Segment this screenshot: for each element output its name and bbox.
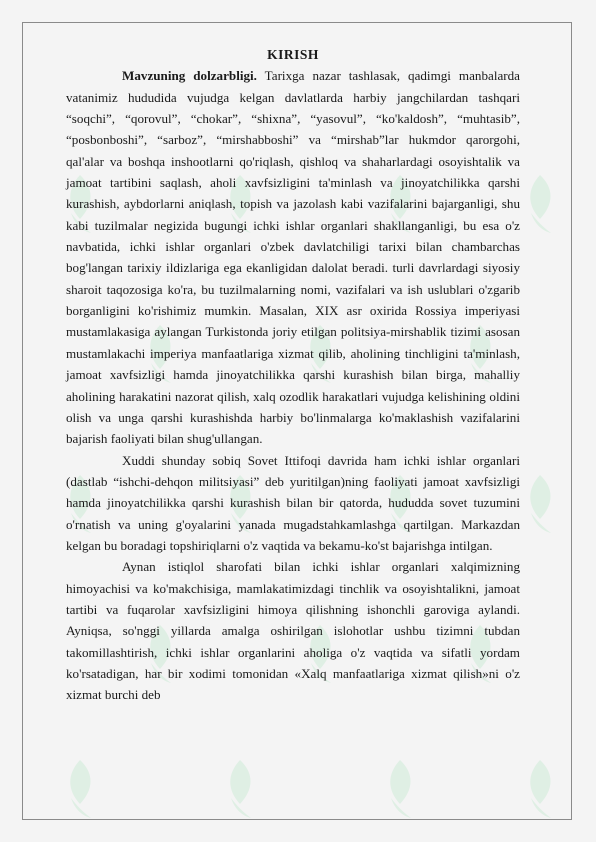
paragraph-lead: Mavzuning dolzarbligi. [122, 68, 257, 84]
document-body [66, 44, 520, 706]
paragraph-soviet-period [66, 450, 520, 557]
leaf-watermark-icon [63, 758, 97, 820]
page-title: KIRISH [267, 47, 319, 62]
paragraph-text: Xuddi shunday sobiq Sovet Ittifoqi davrida ham ichki ishlar organlari (dastlab “ishchi-dehqon militsiyasi” deb yuritilgan)ning faoliyati jamoat xavfsizligi hamda jinoyatchilikka qarshi kurashish bilan bir qatorda, hududda sovet tuzumini o'rnatish va uning g'oyalarini yanada mugadstahkamlashga qartilgan. Markazdan kelgan bu boradagi topshiriqlarni o'z vaqtida va bekamu-ko'st bajarishga intilgan. [66, 452, 520, 553]
paragraph-text: Aynan istiqlol sharofati bilan ichki ishlar organlari xalqimizning himoyachisi va ko'makchisiga, mamlakatimizdagi tinchlik va osoyishtalikni, jamoat tartibi va fuqarolar xavfsizligini himoya qilishning ishonchli garoviga aylandi. Ayniqsa, so'nggi yillarda amalga oshirilgan islohotlar ushbu tizimni tubdan takomillashtirish, ichki ishlar organlarini aholiga o'z vaqtida va sifatli yordam ko'rsatadigan, har bir xodimi tomonidan «Xalq manfaatlariga xizmat qilish»ni o'z xizmat burchi deb [66, 559, 520, 703]
leaf-watermark-icon [523, 173, 557, 235]
leaf-watermark-icon [523, 473, 557, 535]
leaf-watermark-icon [523, 758, 557, 820]
paragraph-text: Tarixga nazar tashlasak, qadimgi manbalarda vatanimiz hududida vujudga kelgan davlatlarda harbiy jangchilardan tashqari “soqchi”, “qorovul”, “chokar”, “shixna”, “yasovul”, “ko'kaldosh”, “muhtasib”, “posbonboshi”, “sarboz”, “mirshabboshi” va “mirshab”lar hukmdor qarorgohi, qal'alar va boshqa inshootlarni qo'riqlash, qishloq va shaharlardagi osoyishtalik va jamoat tartibini saqlash, aholi xavfsizligini ta'minlash va jinoyatchilikka qarshi kurashish, aybdorlarni aniqlash, topish va jazolash kabi vazifalarini bajarganligi, shu kabi tuzilmalar negizida bugungi ichki ishlar organlari shakllanganligi, bu esa o'z navbatida, ichki ishlar organlari o'zbek davlatchiligi tarixi bilan chambarchas bog'langan tarixiy ildizlariga ega ekanligidan dalolat beradi. turli davrlardagi siyosiy sharoit taqozosiga ko'ra, bu tuzilmalarning nomi, vazifalari va ish uslublari o'zgarib borganligini ko'rishimiz mumkin. Masalan, XIX asr oxirida Rossiya imperiyasi mustamlakasiga aylangan Turkistonda joriy etilgan politsiya-mirshablik tizimi asosan mustamlakachi imperiya manfaatlariga xizmat qilib, aholining tinchligini ta'minlash, jamoat xavfsizligi hamda jinoyatchilikka qarshi kurashish bilan birga, mahalliy aholining harakatini nazorat qilish, xalq ozodlik harakatlari vujudga kelishining oldini olish va unga qarshi kurashishda harbiy bo'linmalarga ko'maklashish vazifalarini bajarish faoliyati bilan shug'ullangan. [66, 68, 520, 447]
paragraph-relevance [66, 65, 520, 449]
paragraph-independence [66, 556, 520, 705]
leaf-watermark-icon [383, 758, 417, 820]
leaf-watermark-icon [223, 758, 257, 820]
